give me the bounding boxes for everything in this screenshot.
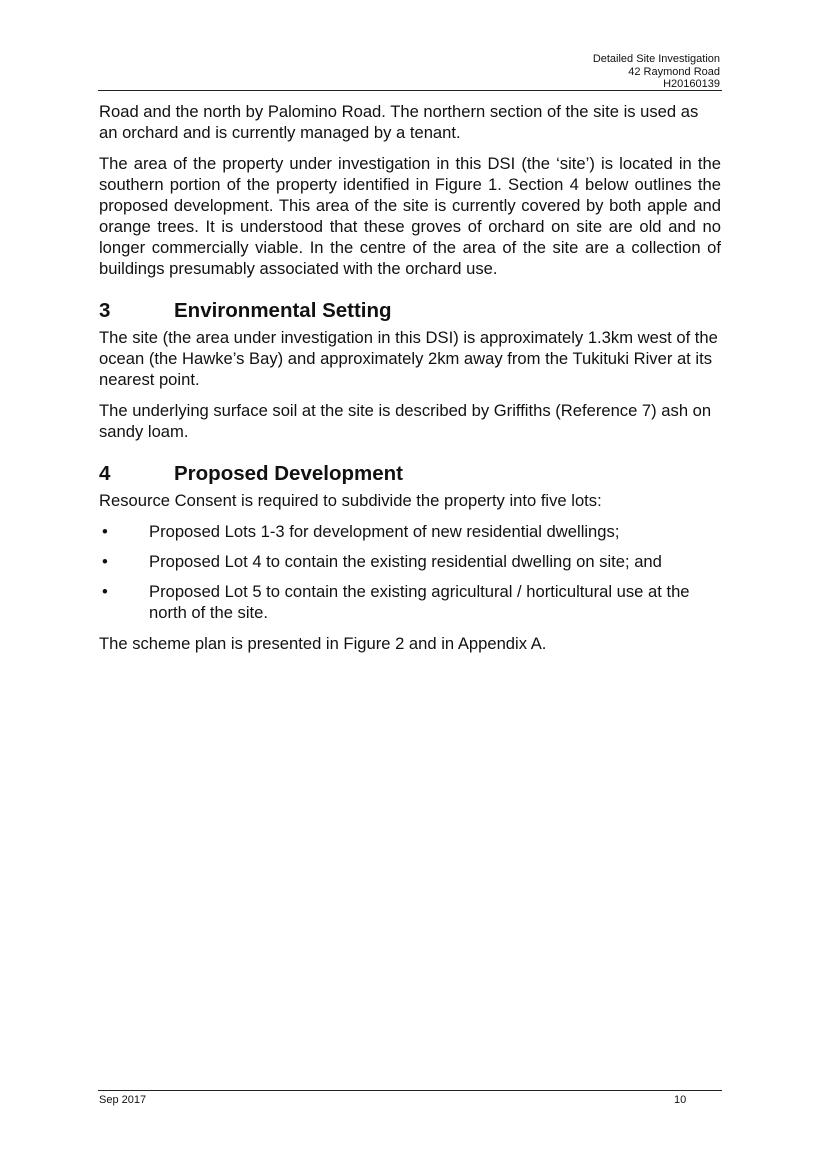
- bullet-icon: •: [102, 522, 108, 541]
- list-item: [99, 551, 721, 572]
- body-paragraph: The underlying surface soil at the site is described by Griffiths (Reference 7) ash on sandy loam.: [99, 401, 712, 441]
- header-document-title: Detailed Site Investigation: [592, 53, 720, 65]
- page-header: [593, 53, 720, 91]
- section-heading-proposed-development: [99, 462, 721, 486]
- page-content: [99, 101, 721, 664]
- list-item-text: Proposed Lot 4 to contain the existing residential dwelling on site; and: [149, 552, 662, 571]
- section-title: Proposed Development: [174, 462, 403, 485]
- body-paragraph: Road and the north by Palomino Road. The northern section of the site is used as an orchard and is currently managed by a tenant.: [99, 102, 699, 142]
- page-number: 10: [674, 1094, 687, 1106]
- list-item-text: Proposed Lots 1-3 for development of new residential dwellings;: [149, 522, 620, 541]
- list-item: [99, 581, 721, 623]
- section-number: 4: [99, 462, 111, 485]
- body-paragraph: The area of the property under investigation in this DSI (the ‘site’) is located in the southern portion of the property identified in Figure 1. Section 4 below outlines the proposed development. This area of the site is currently covered by both apple and orange trees. It is understood that these groves of orchard on site are old and no longer commercially viable. In the centre of the area of the site are a collection of buildings presumably associated with the orchard use.: [99, 154, 721, 278]
- section-number: 3: [99, 299, 111, 322]
- body-paragraph: The scheme plan is presented in Figure 2 and in Appendix A.: [99, 634, 547, 653]
- body-paragraph: Resource Consent is required to subdivide the property into five lots:: [99, 491, 602, 510]
- list-item: [99, 521, 721, 542]
- header-project-number: H20160139: [663, 78, 720, 90]
- footer-date: Sep 2017: [99, 1094, 147, 1106]
- footer-rule: [98, 1090, 722, 1091]
- list-item-text: Proposed Lot 5 to contain the existing agricultural / horticultural use at the north of the site.: [149, 582, 690, 622]
- section-heading-environmental-setting: [99, 299, 721, 323]
- header-address: 42 Raymond Road: [628, 65, 720, 78]
- bullet-icon: •: [102, 582, 108, 601]
- bullet-icon: •: [102, 552, 108, 571]
- body-paragraph: The site (the area under investigation in this DSI) is approximately 1.3km west of the ocean (the Hawke’s Bay) and approximately 2km away from the Tukituki River at its nearest point.: [99, 328, 718, 389]
- section-title: Environmental Setting: [174, 299, 392, 322]
- header-rule: [98, 90, 722, 91]
- bullet-list: [99, 521, 721, 623]
